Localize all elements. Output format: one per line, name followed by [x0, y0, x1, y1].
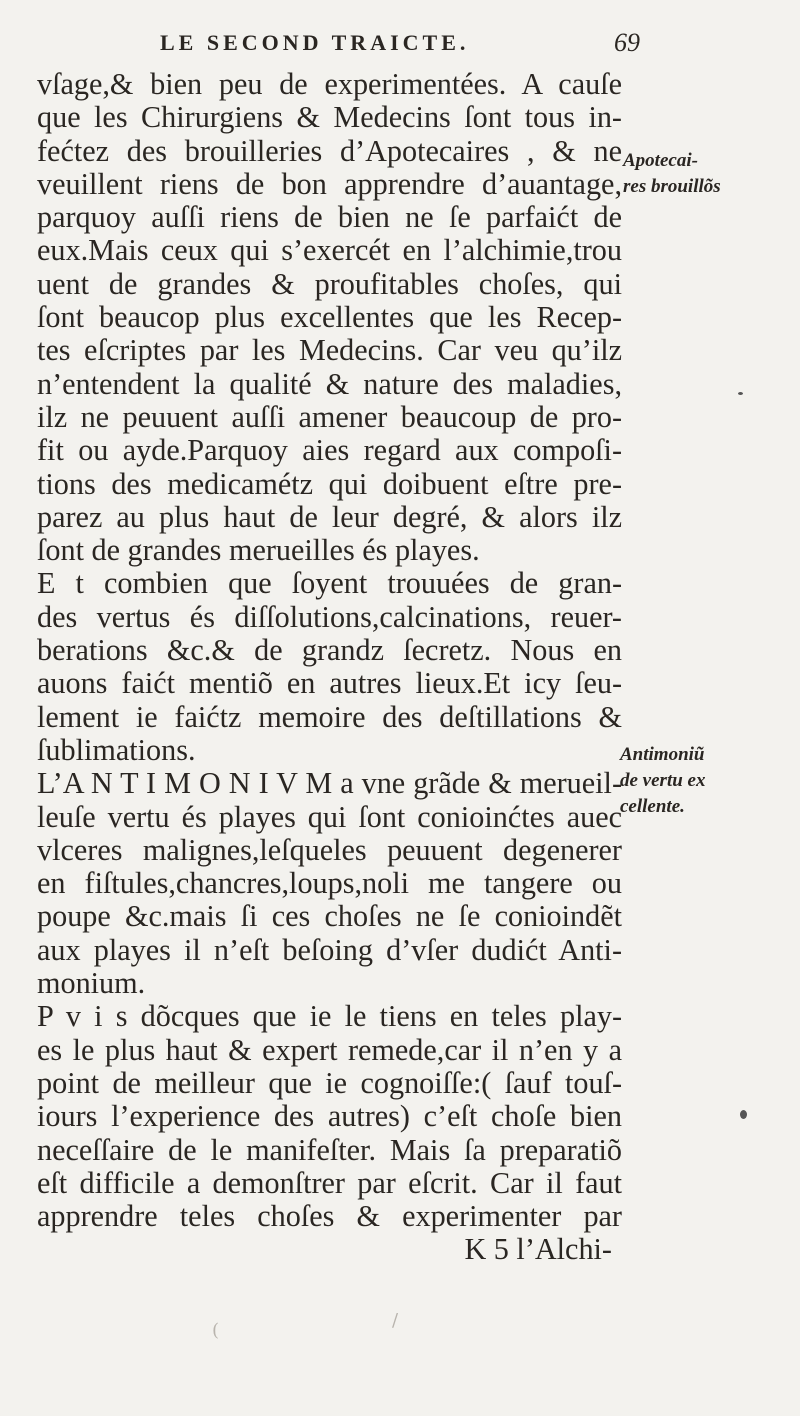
text-line: aux playes il n’eſt beſoing d’vſer dudićt Anti-	[37, 932, 622, 967]
text-line: apprendre teles choſes & experimenter par	[37, 1199, 622, 1234]
catchword-line: K 5 l’Alchi-	[464, 1232, 612, 1267]
margin-note-line: Apotecai-	[623, 150, 698, 171]
margin-note-line: Antimoniũ	[620, 744, 705, 765]
text-line: L’A N T I M O N I V M a vne grãde & merueil-	[37, 766, 622, 801]
body-text	[37, 68, 622, 1267]
margin-note-antimonium	[620, 742, 705, 820]
ink-speck	[738, 392, 743, 395]
text-line: tes eſcriptes par les Medecins. Car veu qu’ilz	[37, 333, 622, 368]
text-line: iours l’experience des autres) c’eſt choſe bien	[37, 1099, 622, 1134]
text-line: des vertus és diſſolutions,calcinations, reuer-	[37, 599, 622, 634]
margin-note-apotecaires	[623, 148, 721, 200]
text-line: ilz ne peuuent auſſi amener beaucoup de pro-	[37, 399, 622, 434]
ink-speck	[740, 1110, 747, 1119]
text-line: fećtez des brouilleries d’Apotecaires , & ne	[37, 133, 622, 168]
text-line: vlceres malignes,leſqueles peuuent degenerer	[37, 832, 622, 867]
text-line: que les Chirurgiens & Medecins ſont tous in-	[37, 100, 622, 135]
text-line: E t combien que ſoyent trouuées de gran-	[37, 566, 622, 601]
text-line: veuillent riens de bon apprendre d’auantage,	[37, 166, 622, 201]
text-line: P v i s dõcques que ie le tiens en teles play-	[37, 999, 622, 1034]
text-line: poupe &c.mais ſi ces choſes ne ſe conioindẽt	[37, 899, 622, 934]
text-line: lement ie faićtz memoire des deſtillations &	[37, 699, 622, 734]
show-through-mark: (	[212, 1320, 220, 1341]
page-number: 69	[614, 28, 640, 57]
text-line: point de meilleur que ie cognoiſſe:( ſauf touſ-	[37, 1065, 622, 1100]
margin-note-line: res brouillõs	[623, 176, 721, 197]
text-line: monium.	[37, 966, 146, 1001]
text-line: en fiſtules,chancres,loups,noli me tangere ou	[37, 866, 622, 901]
text-line: leuſe vertu és playes qui ſont conioinćtes auec	[37, 799, 622, 834]
text-line: tions des medicamétz qui doibuent eſtre pre-	[37, 466, 622, 501]
text-line: ſont de grandes merueilles és playes.	[37, 533, 480, 568]
text-line: ſublimations.	[37, 732, 196, 767]
text-line: neceſſaire de le manifeſter. Mais ſa preparatiõ	[37, 1132, 622, 1167]
margin-note-line: cellente.	[620, 796, 685, 817]
text-line: es le plus haut & expert remede,car il n’en y a	[37, 1032, 622, 1067]
text-line: auons faićt mentiõ en autres lieux.Et icy ſeu-	[37, 666, 622, 701]
text-line: n’entendent la qualité & nature des maladies,	[37, 366, 622, 401]
text-line: fit ou ayde.Parquoy aies regard aux compoſi-	[37, 433, 622, 468]
margin-note-line: de vertu ex	[620, 770, 706, 791]
text-line: berations &c.& de grandz ſecretz. Nous en	[37, 633, 622, 668]
text-line: parquoy auſſi riens de bien ne ſe parfaićt de	[37, 200, 622, 235]
text-line: ſont beaucop plus excellentes que les Recep-	[37, 300, 622, 335]
text-line: vſage,& bien peu de experimentées. A cauſe	[37, 67, 622, 101]
show-through-mark: /	[392, 1310, 399, 1331]
text-line: eux.Mais ceux qui s’exercét en l’alchimie,trou	[37, 233, 622, 268]
text-line: eſt difficile a demonſtrer par eſcrit. Car il faut	[37, 1165, 622, 1200]
page-header	[140, 28, 640, 62]
running-title: LE SECOND TRAICTE.	[160, 30, 470, 55]
text-line: parez au plus haut de leur degré, & alors ilz	[37, 499, 622, 534]
text-line: uent de grandes & proufitables choſes, qui	[37, 266, 622, 301]
